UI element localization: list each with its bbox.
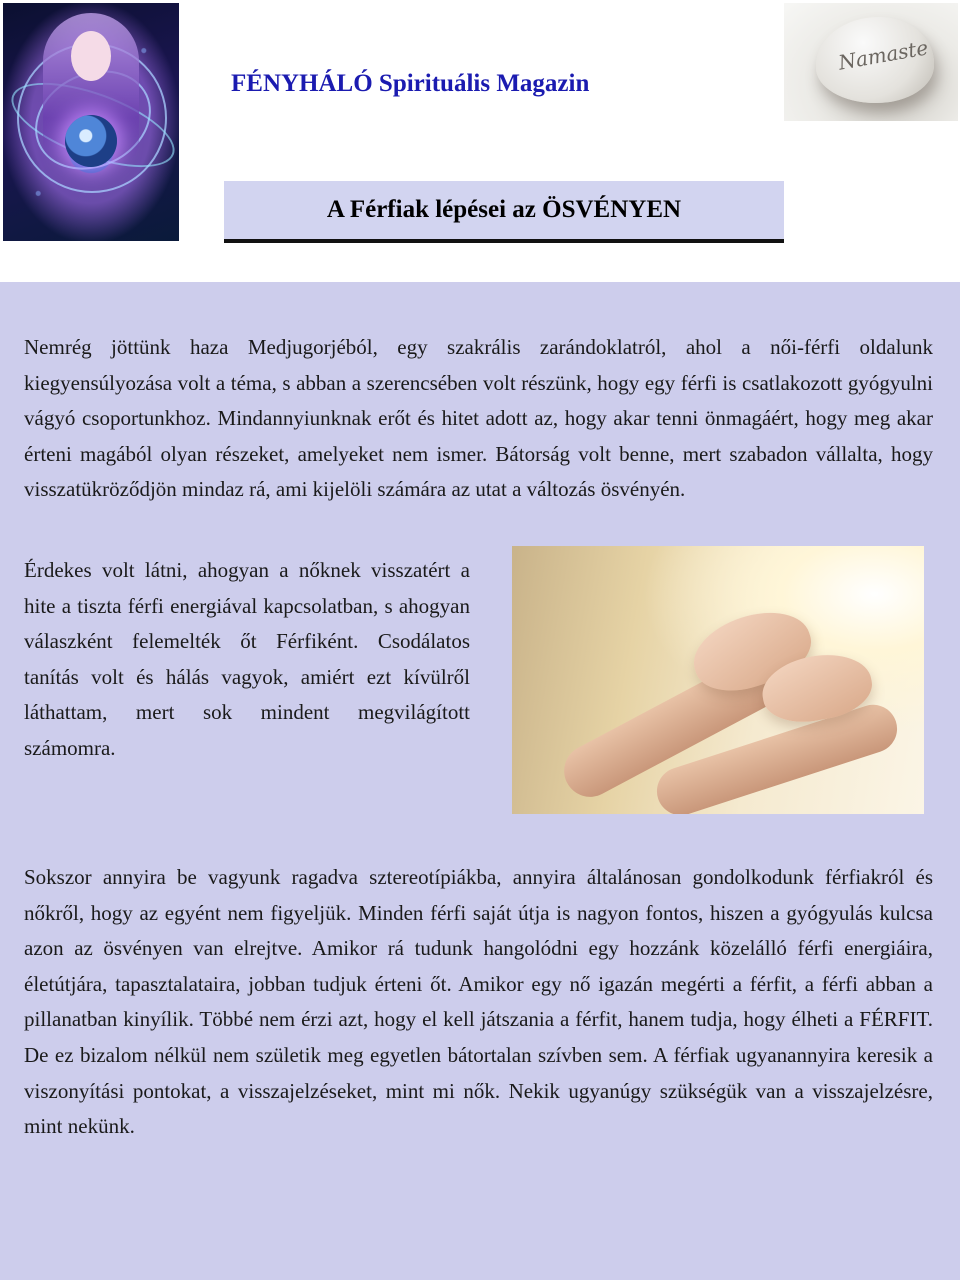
article-paragraph-3: Sokszor annyira be vagyunk ragadva sztereotípiákba, annyira általánosan gondolkodunk férfiakról és nőkről, hogy az egyént nem figyeljük. Minden férfi saját útja is nagyon fontos, hiszen a gyógyulás kulcsa azon az ösvényen van elrejtve. Amikor rá tudunk hangolódni egy hozzánk közelálló férfi energiáira, életútjára, tapasztalataira, jobban tudjuk érteni őt. Amikor egy nő igazán megérti a férfit, a férfi abban a pillanatban kinyílik. Többé nem érzi azt, hogy el kell játszania a férfit, hanem tudja, hogy élheti a FÉRFIT. De ez bizalom nélkül nem születik meg egyetlen bátortalan szívben sem. A férfiak ugyanannyira keresik a viszonyítási pontokat, a visszajelzéseket, mint mi nők. Nekik ugyanúgy szükségük van a visszajelzésre, mint nekünk. [24,865,933,1139]
namaste-stone-image [784,3,958,121]
open-hands-image [512,546,924,814]
article-title: A Férfiak lépései az ÖSVÉNYEN [224,181,784,243]
cosmic-woman-image [3,3,179,241]
article-paragraph-1: Nemrég jöttünk haza Medjugorjéból, egy szakrális zarándoklatról, ahol a női-férfi oldalunk kiegyensúlyozása volt a téma, s abban a szerencsében volt részünk, hogy egy férfi is csatlakozott gyógyulni vágyó csoportunkhoz. Mindannyiunknak erőt és hitet adott az, hogy akar tenni önmagáért, hogy meg akar érteni magából olyan részeket, amelyeket nem ismer. Bátorság volt benne, mert szabadon vállalta, hogy visszatükröződjön mindaz rá, ami kijelöli számára az utat a változás ösvényén. [24,335,933,502]
article-paragraph-2: Érdekes volt látni, ahogyan a nőknek visszatért a hite a tiszta férfi energiával kapcsolatban, s ahogyan válaszként felemelték őt Férfiként. Csodálatos tanítás volt és hálás vagyok, amiért ezt kívülről láthattam, mert sok mindent megvilágított számomra. [24,558,470,760]
magazine-title: FÉNYHÁLÓ Spirituális Magazin [231,70,590,97]
stone-text: Namaste [836,35,930,75]
